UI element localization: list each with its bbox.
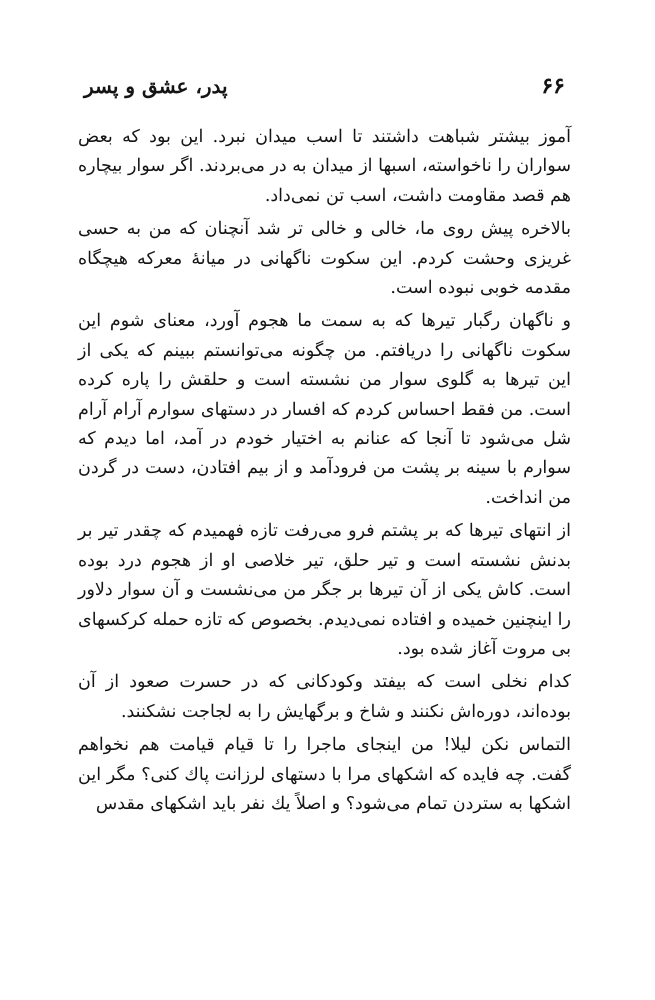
paragraph: از انتهای تیرها که بر پشتم فرو می‌رفت تازه فهمیدم که چقدر تیر بر بدنش نشسته است و تیر حلق، تیر خلاصی او از هجوم درد بوده است. کاش یکی از آن تیرها بر جگر من می‌نشست و آن سوار دلاور را اینچنین خمیده و افتاده نمی‌دیدم. بخصوص که تازه حمله کرکسهای بی مروت آغاز شده بود. [78, 521, 571, 659]
running-title: پدر، عشق و پسر [84, 74, 228, 98]
page-number: ۶۶ [541, 73, 565, 99]
body-text [78, 123, 571, 819]
paragraph: التماس نکن لیلا! من اینجای ماجرا را تا قیام قیامت هم نخواهم گفت. چه فایده که اشکهای مرا با دستهای لرزانت پاك کنی؟ مگر این اشکها به ستردن تمام می‌شود؟ و اصلاً یك نفر باید اشکهای مقدس [78, 735, 571, 814]
paragraph: و ناگهان رگبار تیرها که به سمت ما هجوم آورد، معنای شوم این سکوت ناگهانی را دریافتم. من چگونه می‌توانستم ببینم که یکی از این تیرها به گلوی سوار من نشسته است و حلقش را پاره کرده است. من فقط احساس کردم که افسار در دستهای سوارم آرام آرام شل می‌شود تا آنجا که عنانم به اختیار خودم در آمد، اما دیدم که سوارم با سینه بر پشت من فرودآمد و از بیم افتادن، دست در گردن من انداخت. [78, 311, 571, 508]
paragraph: کدام نخلی است که بیفتد وکودکانی که در حسرت صعود از آن بوده‌اند، دوره‌اش نکنند و شاخ و برگهایش را به لجاجت نشکنند. [78, 672, 571, 722]
page-header [84, 70, 565, 102]
paragraph: بالاخره پیش روی ما، خالی و خالی تر شد آنچنان که من به حسی غریزی وحشت کردم. این سکوت ناگهانی در میانهٔ معرکه هیچگاه مقدمه خوبی نبوده است. [78, 219, 571, 299]
paragraph: آموز بیشتر شباهت داشتند تا اسب میدان نبرد. این بود که بعض سواران را ناخواسته، اسبها از میدان به در می‌بردند. اگر سوار بیچاره هم قصد مقاومت داشت، اسب تن نمی‌داد. [78, 127, 571, 206]
